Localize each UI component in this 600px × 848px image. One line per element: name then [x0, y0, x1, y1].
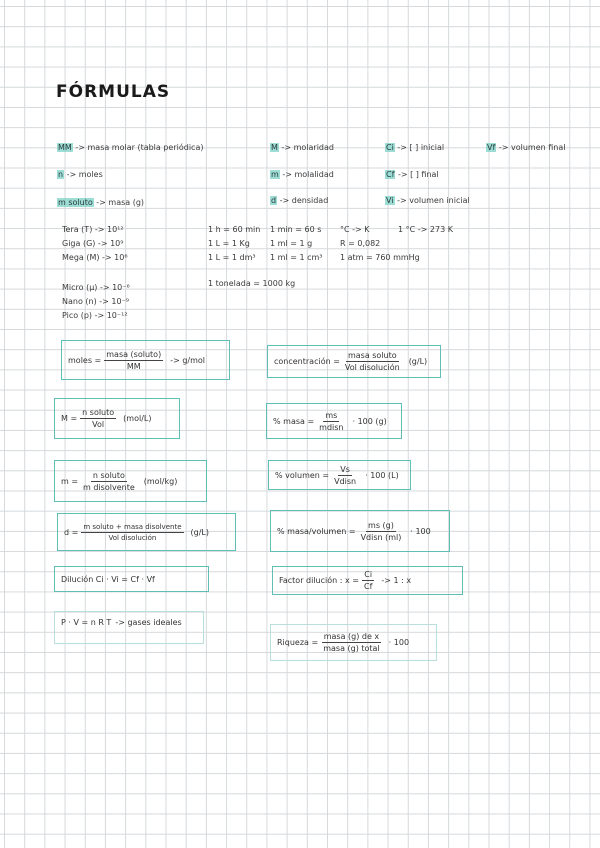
conv-hour: 1 h = 60 min — [208, 225, 261, 234]
conv-r-constant: R = 0,082 — [340, 239, 381, 248]
legend-densidad: d -> densidad — [271, 196, 329, 205]
page-title: FÓRMULAS — [56, 82, 171, 102]
formula-concentracion: concentración = $\frac{\text{masa soluto}}{\text{Vol disolución}}$ (g/L) — [267, 345, 441, 378]
formula-molaridad: M = $\frac{\text{n soluto}}{\text{Vol}}$ (mol/L) — [54, 398, 180, 439]
prefix-nano: Nano (n) -> 10⁻⁹ — [62, 297, 129, 306]
formula-pct-volumen: % volumen = $\frac{Vs}{\text{Vdisn}}$ · 100 (L) — [268, 460, 411, 490]
formula-dilucion: Dilución Ci · Vi = Cf · Vf — [54, 566, 209, 592]
legend-n: n -> moles — [58, 170, 103, 179]
legend-molalidad: m -> molalidad — [271, 170, 334, 179]
formula-pct-masa-volumen: % masa/volumen = $\frac{ms (g)}{\text{Vdisn (ml)}}$ · 100 — [270, 510, 450, 552]
formula-factor-dilucion: Factor dilución : x = $\frac{Ci}{Cf}$ -> 1 : x — [272, 566, 463, 595]
legend-molaridad: M -> molaridad — [271, 143, 334, 152]
legend-vf: Vf -> volumen final — [487, 143, 566, 152]
prefix-mega: Mega (M) -> 10⁶ — [62, 253, 128, 262]
formula-pct-masa: % masa = $\frac{ms}{\text{mdisn}}$ · 100 (g) — [266, 403, 402, 439]
formula-molalidad: m = $\frac{\text{n soluto}}{\text{m disolvente}}$ (mol/kg) — [54, 460, 207, 502]
formula-moles: moles = $\frac{\text{masa (soluto)}}{MM}$ -> g/mol — [61, 340, 230, 380]
legend-vi: Vi -> volumen inicial — [386, 196, 470, 205]
legend-ci: Ci -> [ ] inicial — [386, 143, 445, 152]
legend-cf: Cf -> [ ] final — [386, 170, 439, 179]
prefix-micro: Micro (µ) -> 10⁻⁶ — [62, 283, 130, 292]
conv-liter-dm3: 1 L = 1 dm³ — [208, 253, 256, 262]
conv-tonelada: 1 tonelada = 1000 kg — [208, 279, 296, 288]
conv-ml-cm3: 1 ml = 1 cm³ — [270, 253, 323, 262]
prefix-pico: Pico (p) -> 10⁻¹² — [62, 311, 128, 320]
conv-minute: 1 min = 60 s — [270, 225, 322, 234]
conv-liter-kg: 1 L = 1 Kg — [208, 239, 250, 248]
legend-mm: MM -> masa molar (tabla periódica) — [58, 143, 204, 152]
conv-273: 1 °C -> 273 K — [398, 225, 453, 234]
prefix-giga: Giga (G) -> 10⁹ — [62, 239, 124, 248]
prefix-tera: Tera (T) -> 10¹² — [62, 225, 124, 234]
conv-atm: 1 atm = 760 mmHg — [340, 253, 420, 262]
conv-celsius-k: °C -> K — [340, 225, 370, 234]
conv-ml-g: 1 ml = 1 g — [270, 239, 313, 248]
formula-riqueza: Riqueza = $\frac{\text{masa (g) de x}}{\text{masa (g) total}}$ · 100 — [270, 624, 437, 661]
formula-densidad: d = $\frac{\text{m soluto + masa disolvente}}{\text{Vol disolución}}$ (g/L) — [57, 513, 236, 551]
legend-msoluto: m soluto -> masa (g) — [58, 198, 145, 207]
formula-gases: P · V = n R T -> gases ideales — [54, 611, 204, 644]
